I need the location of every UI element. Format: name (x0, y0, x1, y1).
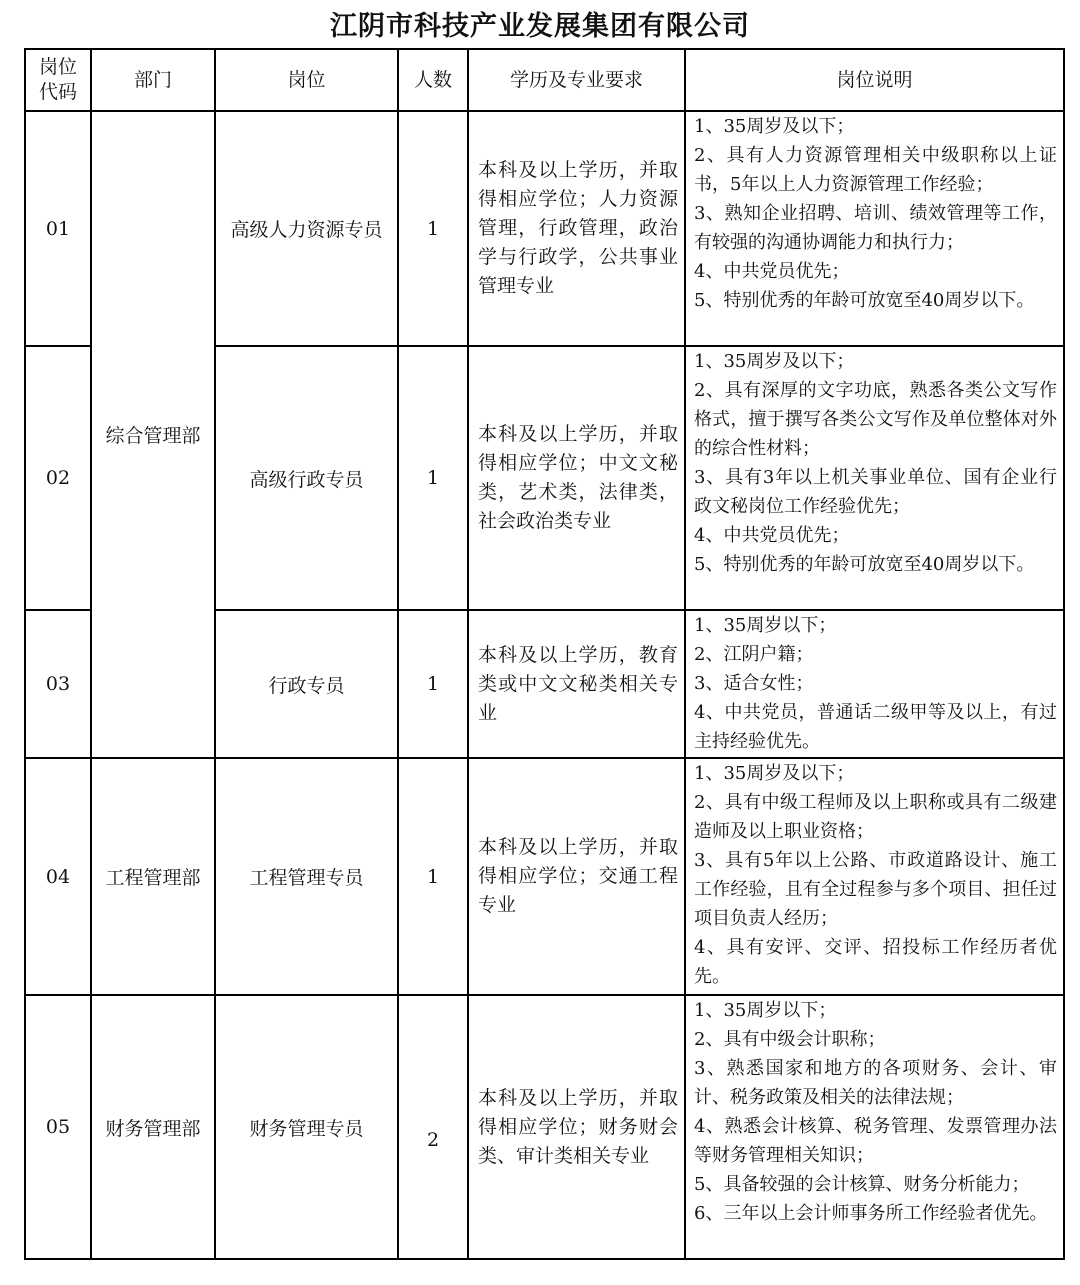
desc-line: 2、具有中级工程师及以上职称或具有二级建造师及以上职业资格； (694, 792, 1057, 842)
header-position: 岗位 (215, 49, 398, 111)
desc-line: 4、熟悉会计核算、税务管理、发票管理办法等财务管理相关知识； (694, 1116, 1057, 1166)
desc-line: 4、中共党员优先； (694, 525, 850, 546)
desc-line: 4、具有安评、交评、招投标工作经历者优先。 (694, 937, 1057, 987)
row-code: 03 (25, 610, 91, 758)
desc-line: 5、具备较强的会计核算、财务分析能力； (694, 1174, 1030, 1195)
row-count: 1 (398, 758, 468, 995)
desc-line: 1、35周岁以下； (694, 615, 837, 636)
desc-line: 4、中共党员优先； (694, 261, 850, 282)
table-row (25, 111, 1064, 346)
header-requirements: 学历及专业要求 (468, 49, 685, 111)
desc-line: 1、35周岁及以下； (694, 116, 855, 137)
recruitment-table (24, 48, 1065, 1260)
desc-line: 1、35周岁以下； (694, 1000, 837, 1021)
row-description (685, 995, 1064, 1259)
row-code: 04 (25, 758, 91, 995)
row-position: 高级人力资源专员 (215, 111, 398, 346)
desc-line: 2、江阴户籍； (694, 644, 814, 665)
row-count: 2 (398, 995, 468, 1259)
row-code: 01 (25, 111, 91, 346)
desc-line: 2、具有深厚的文字功底，熟悉各类公文写作格式，擅于撰写各类公文写作及单位整体对外的综合性材料； (694, 380, 1057, 459)
table-row (25, 758, 1064, 995)
row-requirements: 本科及以上学历，教育类或中文文秘类相关专业 (468, 610, 685, 758)
dept-engineering: 工程管理部 (91, 758, 215, 995)
dept-general: 综合管理部 (91, 111, 215, 758)
desc-line: 3、具有5年以上公路、市政道路设计、施工工作经验，且有全过程参与多个项目、担任过项目负责人经历； (694, 850, 1057, 929)
desc-line: 3、熟知企业招聘、培训、绩效管理等工作，有较强的沟通协调能力和执行力； (694, 203, 1057, 253)
header-description: 岗位说明 (685, 49, 1064, 111)
row-count: 1 (398, 346, 468, 610)
desc-line: 1、35周岁及以下； (694, 763, 855, 784)
row-description (685, 346, 1064, 610)
row-description (685, 758, 1064, 995)
desc-line: 6、三年以上会计师事务所工作经验者优先。 (694, 1203, 1048, 1224)
desc-line: 3、熟悉国家和地方的各项财务、会计、审计、税务政策及相关的法律法规； (694, 1058, 1057, 1108)
row-position: 工程管理专员 (215, 758, 398, 995)
row-position: 行政专员 (215, 610, 398, 758)
row-code: 05 (25, 995, 91, 1259)
row-position: 高级行政专员 (215, 346, 398, 610)
desc-line: 5、特别优秀的年龄可放宽至40周岁以下。 (694, 290, 1035, 311)
desc-line: 2、具有人力资源管理相关中级职称以上证书，5年以上人力资源管理工作经验； (694, 145, 1057, 195)
row-requirements: 本科及以上学历，并取得相应学位；中文文秘类，艺术类，法律类，社会政治类专业 (468, 346, 685, 610)
table-header-row (25, 49, 1064, 111)
table-row (25, 995, 1064, 1259)
desc-line: 1、35周岁及以下； (694, 351, 855, 372)
row-count: 1 (398, 111, 468, 346)
desc-line: 4、中共党员，普通话二级甲等及以上，有过主持经验优先。 (694, 702, 1057, 752)
row-requirements: 本科及以上学历，并取得相应学位；人力资源管理，行政管理，政治学与行政学，公共事业管理专业 (468, 111, 685, 346)
dept-finance: 财务管理部 (91, 995, 215, 1259)
header-count: 人数 (398, 49, 468, 111)
desc-line: 3、具有3年以上机关事业单位、国有企业行政文秘岗位工作经验优先； (694, 467, 1057, 517)
desc-line: 5、特别优秀的年龄可放宽至40周岁以下。 (694, 554, 1035, 575)
row-requirements: 本科及以上学历，并取得相应学位；财务财会类、审计类相关专业 (468, 995, 685, 1259)
header-code: 岗位代码 (25, 49, 91, 111)
header-dept: 部门 (91, 49, 215, 111)
row-position: 财务管理专员 (215, 995, 398, 1259)
row-code: 02 (25, 346, 91, 610)
row-description (685, 610, 1064, 758)
row-description (685, 111, 1064, 346)
row-requirements: 本科及以上学历，并取得相应学位；交通工程专业 (468, 758, 685, 995)
page-title: 江阴市科技产业发展集团有限公司 (330, 10, 750, 42)
desc-line: 2、具有中级会计职称； (694, 1029, 886, 1050)
row-count: 1 (398, 610, 468, 758)
desc-line: 3、适合女性； (694, 673, 814, 694)
